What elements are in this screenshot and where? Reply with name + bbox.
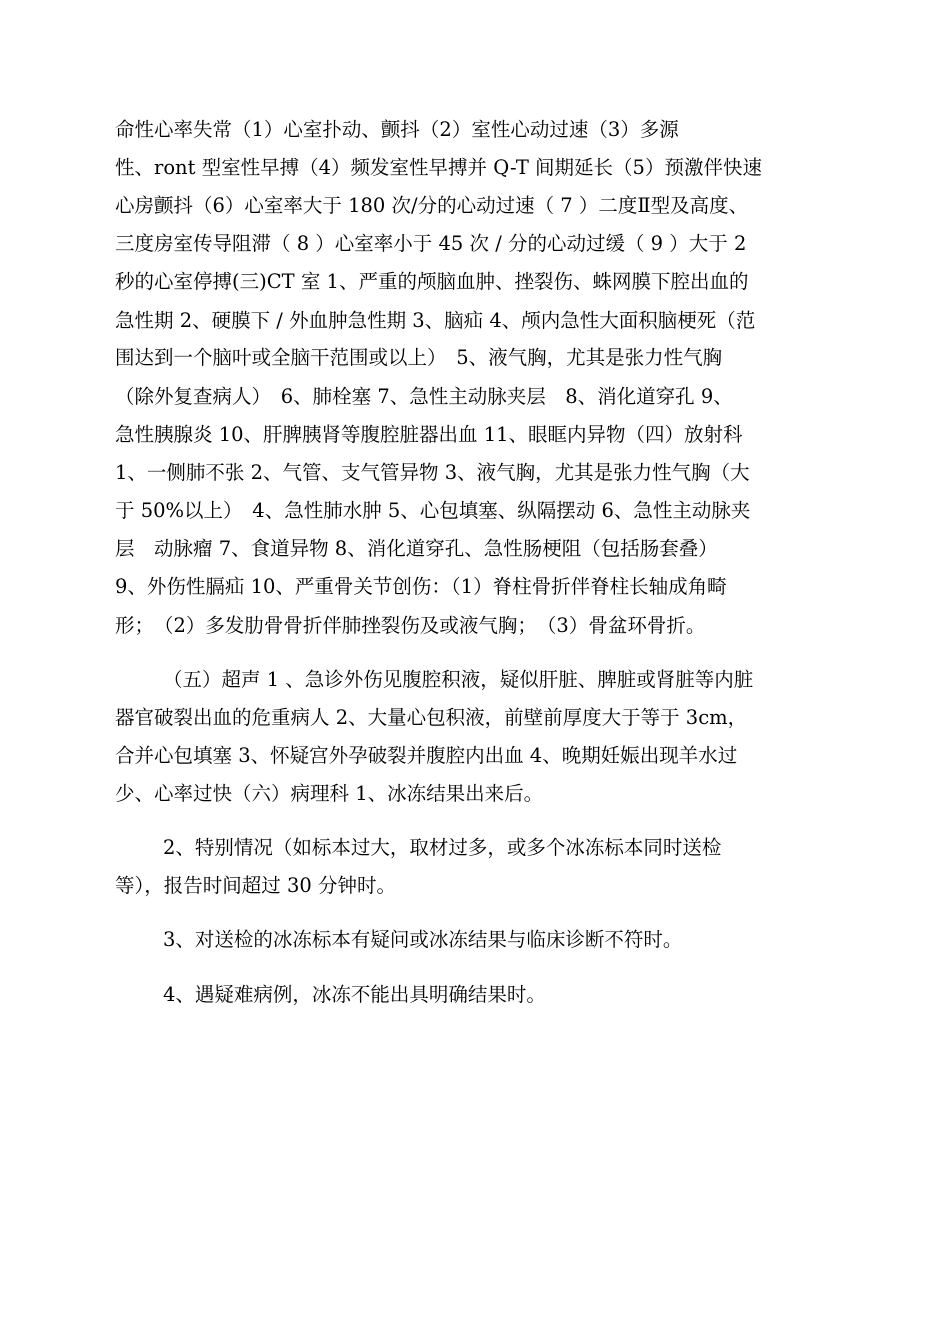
text-line: 层 动脉瘤 7、食道异物 8、消化道穿孔、急性肠梗阻（包括肠套叠） <box>115 537 718 560</box>
text-line: 合并心包填塞 3、怀疑宫外孕破裂并腹腔内出血 4、晚期妊娠出现羊水过 <box>115 744 738 767</box>
text-line: （除外复查病人） 6、肺栓塞 7、急性主动脉夹层 8、消化道穿孔 9、 <box>115 385 733 408</box>
text-line: 1、一侧肺不张 2、气管、支气管异物 3、液气胸，尤其是张力性气胸（大 <box>115 461 750 484</box>
text-line: （五）超声 1 、急诊外伤见腹腔积液，疑似肝脏、脾脏或肾脏等内脏 <box>163 668 754 691</box>
text-line: 器官破裂出血的危重病人 2、大量心包积液，前壁前厚度大于等于 3cm， <box>115 706 748 729</box>
text-line: 于 50%以上） 4、急性肺水肿 5、心包填塞、纵隔摆动 6、急性主动脉夹 <box>115 499 751 522</box>
text-line: 少、心率过快（六）病理科 1、冰冻结果出来后。 <box>115 782 544 805</box>
text-line: 围达到一个脑叶或全脑干范围或以上） 5、液气胸，尤其是张力性气胸 <box>115 346 723 369</box>
text-line: 命性心率失常（1）心室扑动、颤抖（2）室性心动过速（3）多源 <box>115 118 679 141</box>
text-line: 4、遇疑难病例，冰冻不能出具明确结果时。 <box>163 983 546 1006</box>
text-line: 等），报告时间超过 30 分钟时。 <box>115 874 396 897</box>
text-line: 秒的心室停搏(三)CT 室 1、严重的颅脑血肿、挫裂伤、蛛网膜下腔出血的 <box>115 270 749 293</box>
text-line: 3、对送检的冰冻标本有疑问或冰冻结果与临床诊断不符时。 <box>163 928 683 951</box>
text-line: 性、ront 型室性早搏（4）频发室性早搏并 Q-T 间期延长（5）预激伴快速 <box>115 156 762 179</box>
text-line: 急性期 2、硬膜下 / 外血肿急性期 3、脑疝 4、颅内急性大面积脑梗死（范 <box>115 309 756 332</box>
text-line: 心房颤抖（6）心室率大于 180 次/分的心动过速（ 7 ）二度Ⅱ型及高度、 <box>115 194 749 217</box>
text-line: 形； （2）多发肋骨骨折伴肺挫裂伤及或液气胸； （3）骨盆环骨折。 <box>115 614 706 637</box>
text-line: 急性胰腺炎 10、肝脾胰肾等腹腔脏器出血 11、眼眶内异物（四）放射科 <box>115 423 743 446</box>
text-line: 三度房室传导阻滞（ 8 ）心室率小于 45 次 / 分的心动过缓（ 9 ）大于 2 <box>115 232 747 255</box>
text-line: 2、特别情况（如标本过大，取材过多，或多个冰冻标本同时送检 <box>163 836 722 859</box>
text-line: 9、外伤性膈疝 10、严重骨关节创伤：（1）脊柱骨折伴脊柱长轴成角畸 <box>115 575 727 598</box>
